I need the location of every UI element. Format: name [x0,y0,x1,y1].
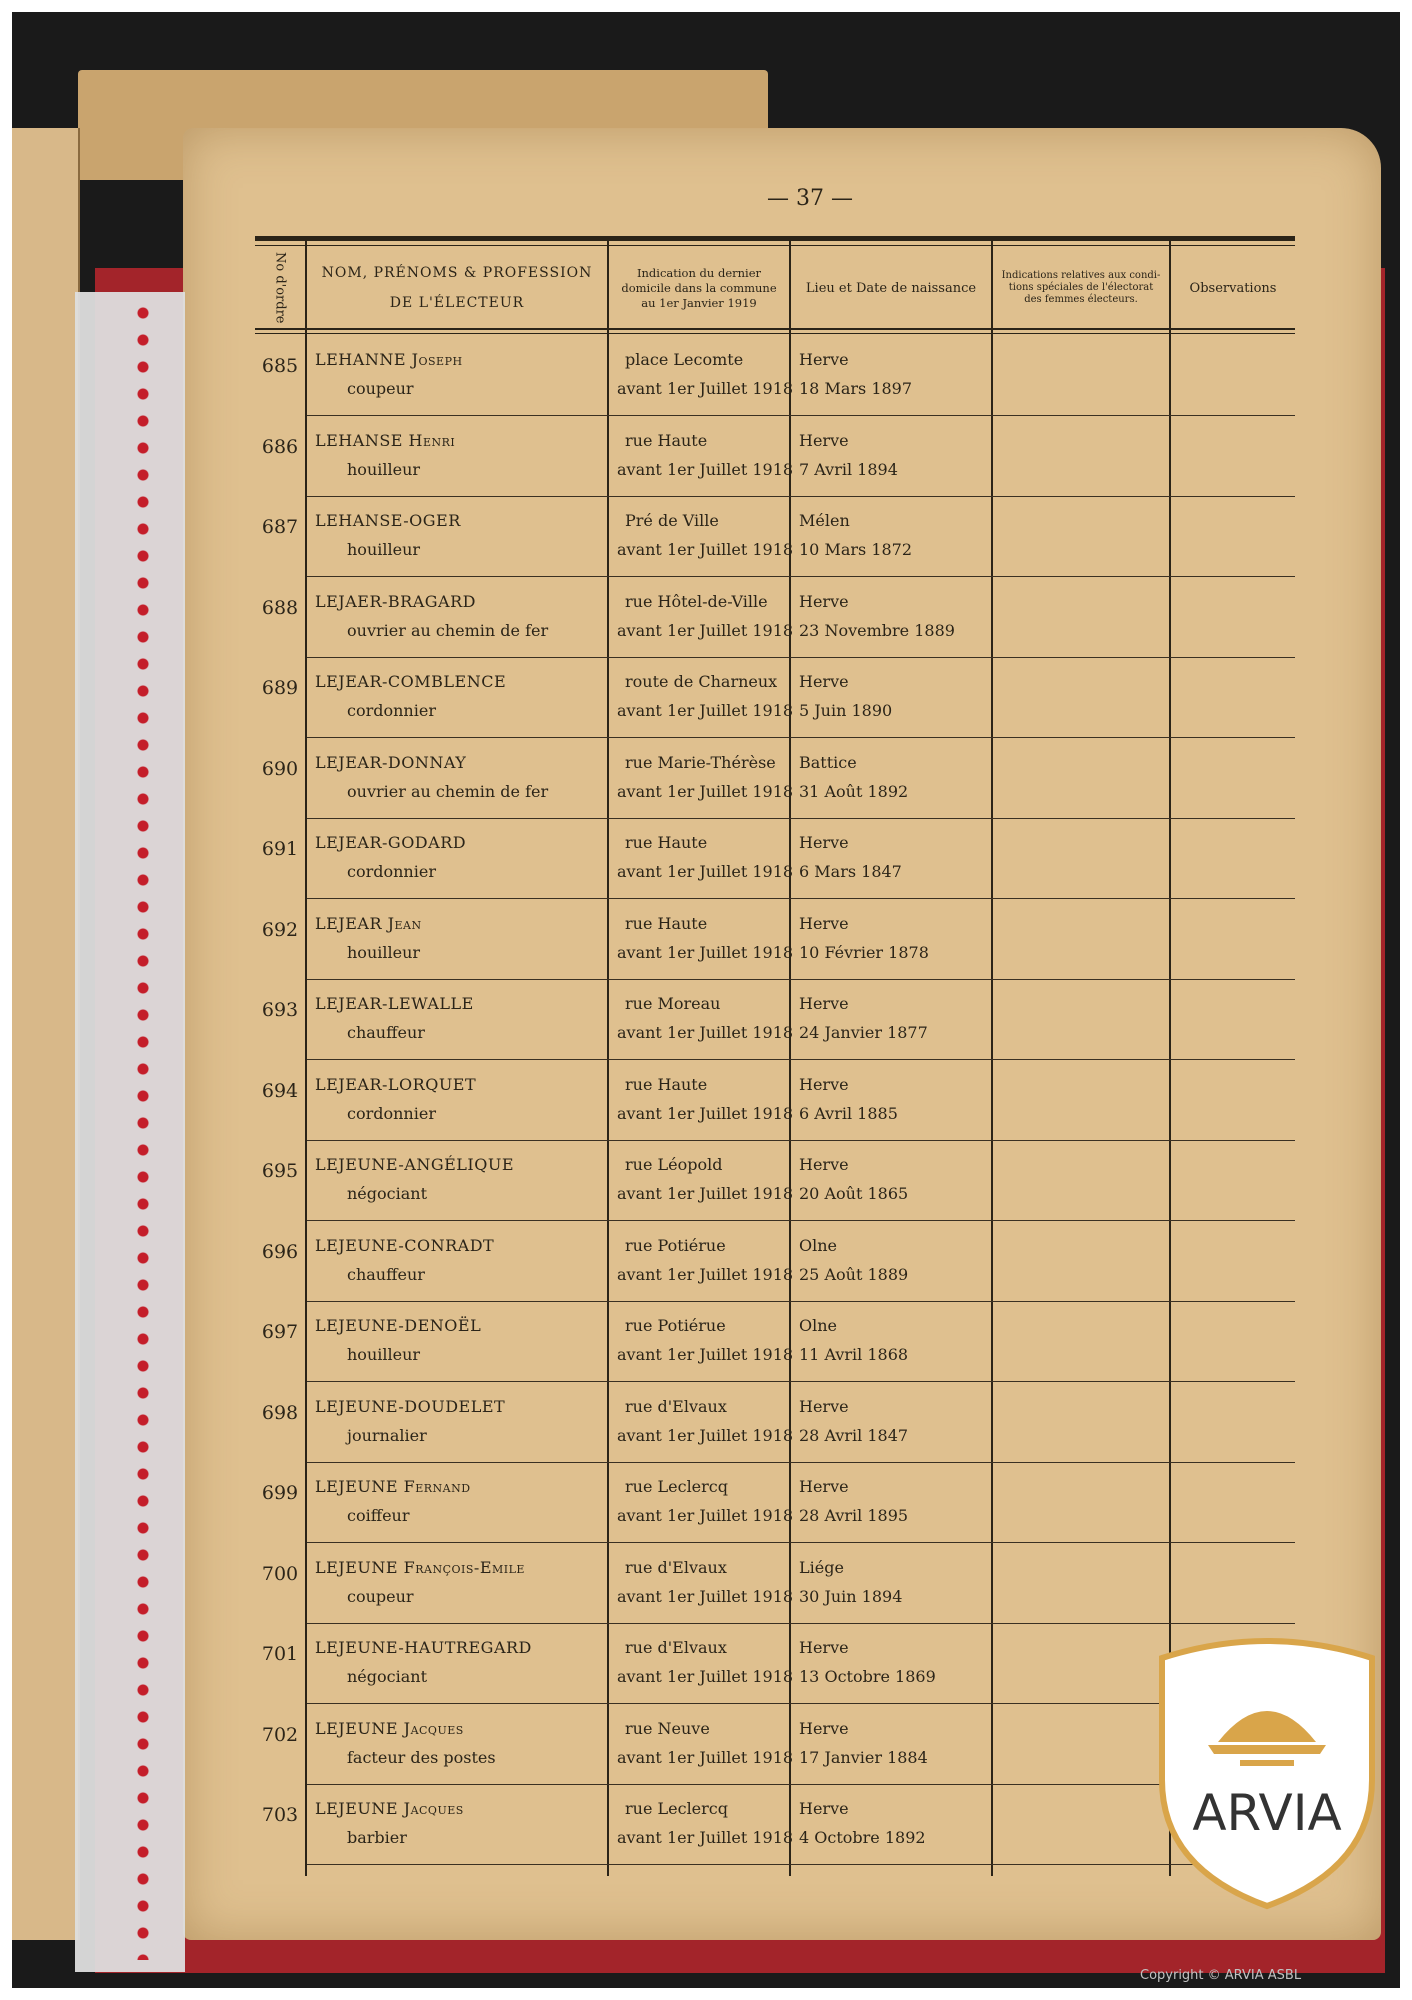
entry-lieu-cell [799,426,898,484]
entry-number: 701 [261,1643,299,1665]
entry-domicile-cell [617,1553,793,1611]
entry-profession: chauffeur [347,1023,425,1042]
logo-text: ARVIA [1192,1784,1342,1842]
entry-date: 5 Juin 1890 [799,701,893,720]
table-row [255,336,1295,416]
entry-name-cell [315,1553,525,1611]
entry-domicile-cell [617,1311,793,1369]
entry-name: LEJEAR-COMBLENCE [315,672,507,691]
table-row [255,1302,1295,1382]
entry-lieu-cell [799,1070,898,1128]
entry-name-cell [315,1794,464,1852]
entry-lieu-cell [799,909,929,967]
row-separator [307,1864,1295,1865]
entry-date: 28 Avril 1895 [799,1506,909,1525]
entry-date: 4 Octobre 1892 [799,1828,926,1847]
entry-lieu-cell [799,1794,926,1852]
table-row [255,739,1295,819]
entry-name-cell [315,1472,471,1530]
top-rule [255,236,1295,241]
entry-domicile-cell [617,1472,793,1530]
entry-domicile-cell [617,989,793,1047]
header-thin-rule [255,333,1295,334]
entry-avant: avant 1er Juillet 1918 [617,1425,794,1445]
entry-domicile-cell [617,1150,793,1208]
entry-number: 691 [261,838,299,860]
entry-domicile: rue d'Elvaux [625,1396,727,1416]
entry-domicile-cell [617,1231,793,1289]
entry-domicile: rue Leclercq [625,1799,728,1818]
entry-date: 24 Janvier 1877 [799,1023,928,1042]
entry-lieu-cell [799,345,912,403]
entry-name: LEHANNE Joseph [315,350,463,369]
entry-avant: avant 1er Juillet 1918 [617,1828,794,1847]
entry-name: LEJEUNE-ANGÉLIQUE [315,1155,515,1174]
entry-profession: barbier [347,1828,407,1847]
entry-date: 17 Janvier 1884 [799,1747,928,1767]
entry-number: 689 [261,677,299,699]
entry-name: LEJEUNE-DENOËL [315,1316,482,1335]
entry-name: LEJEUNE Fernand [315,1477,471,1496]
entry-name: LEJEUNE-DOUDELET [315,1396,506,1416]
entry-lieu: Olne [799,1316,838,1335]
entry-domicile-cell [617,1392,793,1450]
entry-profession: cordonnier [347,1103,436,1123]
entry-name-cell [315,748,548,806]
entry-avant: avant 1er Juillet 1918 [617,1667,794,1686]
entry-date: 30 Juin 1894 [799,1586,903,1606]
entry-name-cell [315,1392,505,1450]
entry-date: 7 Avril 1894 [799,459,898,479]
entry-number: 696 [261,1240,299,1263]
entry-lieu: Herve [799,1799,849,1818]
plastic-sleeve [75,292,185,1972]
entry-lieu: Herve [799,1718,849,1738]
table-row [255,497,1295,577]
header-no-ordre: No d'ordre [272,252,288,324]
copyright-watermark: Copyright © ARVIA ASBL [1140,1968,1302,1983]
entry-profession: chauffeur [347,1264,425,1284]
entry-lieu: Herve [799,430,849,450]
entry-profession: négociant [347,1184,427,1203]
entry-profession: coupeur [347,379,414,398]
entry-avant: avant 1er Juillet 1918 [617,1184,794,1203]
entry-date: 20 Août 1865 [799,1184,909,1203]
entry-lieu-cell [799,667,892,725]
entry-date: 10 Février 1878 [799,942,929,962]
entry-lieu-cell [799,1714,928,1772]
entry-lieu-cell [799,1150,908,1208]
entry-date: 6 Avril 1885 [799,1103,898,1123]
entry-number: 688 [261,596,299,619]
entry-lieu-cell [799,1392,908,1450]
entry-date: 10 Mars 1872 [799,540,913,559]
entry-lieu: Herve [799,1074,849,1094]
entry-number: 690 [261,757,299,780]
header-observations: Observations [1189,280,1277,296]
entry-lieu: Herve [799,994,849,1013]
entry-lieu: Herve [799,913,849,933]
entry-lieu-cell [799,1553,902,1611]
elector-register [255,236,1295,1876]
entry-name: LEJEAR Jean [315,913,422,933]
entry-number: 695 [261,1160,299,1182]
entry-name: LEJEAR-GODARD [315,833,467,852]
entry-lieu-cell [799,1472,908,1530]
entry-profession: ouvrier au chemin de fer [347,781,549,801]
entry-profession: coiffeur [347,1506,410,1525]
entry-name-cell [315,1231,494,1289]
entry-profession: facteur des postes [347,1747,496,1767]
entry-name: LEJEAR-DONNAY [315,752,467,772]
entry-domicile: place Lecomte [625,350,744,369]
entry-number: 700 [261,1562,299,1585]
table-row [255,417,1295,497]
entry-date: 28 Avril 1847 [799,1425,909,1445]
entry-avant: avant 1er Juillet 1918 [617,701,794,720]
entry-domicile-cell [617,426,793,484]
entry-name-cell [315,587,548,645]
entry-domicile-cell [617,345,793,403]
entry-profession: houilleur [347,942,421,962]
entry-name-cell [315,989,474,1047]
entry-domicile: rue Haute [625,833,708,852]
entry-lieu: Herve [799,1155,849,1174]
entry-avant: avant 1er Juillet 1918 [617,1506,794,1525]
entry-avant: avant 1er Juillet 1918 [617,459,794,479]
entry-lieu: Herve [799,1396,849,1416]
entry-avant: avant 1er Juillet 1918 [617,862,794,881]
entry-lieu: Herve [799,672,849,691]
entry-number: 702 [261,1723,299,1746]
entry-name-cell [315,1714,496,1772]
table-row [255,1705,1295,1785]
entry-name-cell [315,1070,476,1128]
entry-lieu-cell [799,1633,936,1691]
entry-name: LEJEUNE-CONRADT [315,1235,495,1255]
entry-lieu: Herve [799,1477,849,1496]
entry-number: 686 [261,435,299,458]
entry-name-cell [315,1633,532,1691]
header-lieu-date: Lieu et Date de naissance [805,280,977,296]
entry-lieu: Herve [799,1638,849,1657]
entry-domicile-cell [617,828,793,886]
table-row [255,1383,1295,1463]
entry-avant: avant 1er Juillet 1918 [617,942,794,962]
entry-number: 699 [261,1482,299,1504]
entry-avant: avant 1er Juillet 1918 [617,1747,794,1767]
entry-lieu-cell [799,587,955,645]
table-row [255,578,1295,658]
entry-profession: houilleur [347,540,421,559]
entry-domicile: rue d'Elvaux [625,1557,727,1577]
entry-name-cell [315,345,463,403]
entry-domicile-cell [617,506,793,564]
entry-profession: négociant [347,1667,427,1686]
entry-date: 11 Avril 1868 [799,1345,909,1364]
entry-lieu-cell [799,506,912,564]
entry-domicile: rue Hôtel-de-Ville [625,591,768,611]
entry-name: LEHANSE Henri [315,430,456,450]
entry-lieu: Olne [799,1235,838,1255]
table-row [255,658,1295,738]
entry-domicile-cell [617,1714,793,1772]
entry-profession: ouvrier au chemin de fer [347,620,549,640]
entry-domicile: rue Marie-Thérèse [625,752,776,772]
entry-date: 23 Novembre 1889 [799,620,955,640]
entry-avant: avant 1er Juillet 1918 [617,1103,794,1123]
entry-domicile: rue Potiérue [625,1316,726,1335]
entry-domicile: rue Potiérue [625,1235,726,1255]
entry-date: 13 Octobre 1869 [799,1667,936,1686]
entry-domicile: rue Leclercq [625,1477,728,1496]
table-row [255,1141,1295,1221]
entry-lieu-cell [799,1231,908,1289]
entry-name-cell [315,828,466,886]
top-thin-rule [255,245,1295,246]
entry-domicile: rue d'Elvaux [625,1638,727,1657]
header-indications: Indications relatives aux condi- tions spéciales de l'électorat des femmes électeurs. [1001,270,1161,305]
entry-domicile-cell [617,1794,793,1852]
table-row [255,1463,1295,1543]
entry-name: LEJEUNE-HAUTREGARD [315,1638,532,1657]
entry-domicile: rue Haute [625,1074,708,1094]
entry-number: 703 [261,1804,299,1826]
entry-number: 693 [261,999,299,1021]
table-row [255,1544,1295,1624]
entry-lieu: Battice [799,752,857,772]
entry-name-cell [315,426,455,484]
entry-avant: avant 1er Juillet 1918 [617,620,794,640]
entry-name: LEJEAR-LEWALLE [315,994,474,1013]
table-row [255,1222,1295,1302]
entry-avant: avant 1er Juillet 1918 [617,1023,794,1042]
entry-domicile: route de Charneux [625,672,778,691]
entry-lieu: Mélen [799,511,850,530]
entry-domicile-cell [617,909,793,967]
table-row [255,980,1295,1060]
entry-lieu-cell [799,748,908,806]
entry-domicile: rue Haute [625,913,708,933]
entry-avant: avant 1er Juillet 1918 [617,379,794,398]
left-page-edge [12,128,80,1940]
entry-name: LEJEUNE François-Emile [315,1557,525,1577]
entry-number: 694 [261,1079,299,1102]
entry-name: LEJEAR-LORQUET [315,1074,477,1094]
entry-lieu-cell [799,828,902,886]
entry-date: 18 Mars 1897 [799,379,913,398]
entry-name: LEJEUNE Jacques [315,1799,464,1818]
entry-avant: avant 1er Juillet 1918 [617,540,794,559]
entry-number: 685 [261,355,299,377]
entry-profession: coupeur [347,1586,414,1606]
entry-avant: avant 1er Juillet 1918 [617,1264,794,1284]
entry-lieu: Herve [799,350,849,369]
entry-lieu: Herve [799,591,849,611]
entry-name-cell [315,1150,514,1208]
entry-profession: journalier [347,1425,427,1445]
header-rule [255,328,1295,330]
table-row [255,819,1295,899]
entry-lieu-cell [799,989,928,1047]
entry-avant: avant 1er Juillet 1918 [617,781,794,801]
entry-profession: houilleur [347,1345,421,1364]
entry-number: 698 [261,1401,299,1424]
entry-avant: avant 1er Juillet 1918 [617,1586,794,1606]
entry-avant: avant 1er Juillet 1918 [617,1345,794,1364]
entry-number: 687 [261,516,299,538]
entry-date: 31 Août 1892 [799,781,909,801]
entry-number: 697 [261,1321,299,1343]
table-row [255,1624,1295,1704]
entry-name: LEJEUNE Jacques [315,1718,464,1738]
binder-holes [135,305,151,1960]
entry-name: LEHANSE-OGER [315,511,461,530]
entry-lieu: Liége [799,1557,844,1577]
entry-domicile: rue Léopold [625,1155,723,1174]
entry-domicile: Pré de Ville [625,511,719,530]
entry-number: 692 [261,918,299,941]
entry-profession: cordonnier [347,862,436,881]
entry-domicile: rue Haute [625,430,708,450]
entry-date: 25 Août 1889 [799,1264,909,1284]
entry-domicile-cell [617,1633,793,1691]
entry-date: 6 Mars 1847 [799,862,902,881]
entry-name-cell [315,667,506,725]
entry-domicile-cell [617,667,793,725]
entry-name-cell [315,506,461,564]
entry-name: LEJAER-BRAGARD [315,591,476,611]
entry-domicile-cell [617,748,793,806]
table-row [255,900,1295,980]
table-row [255,1785,1295,1865]
page-number: — 37 — [767,186,853,211]
entry-name-cell [315,909,422,967]
entry-lieu-cell [799,1311,908,1369]
table-row [255,1061,1295,1141]
header-name: NOM, PRÉNOMS & PROFESSION DE L'ÉLECTEUR [321,265,593,311]
arvia-logo [1148,1630,1386,1910]
entry-domicile-cell [617,587,793,645]
entry-domicile-cell [617,1070,793,1128]
entry-lieu: Herve [799,833,849,852]
entry-domicile: rue Moreau [625,994,721,1013]
entry-name-cell [315,1311,481,1369]
entry-profession: houilleur [347,459,421,479]
entry-domicile: rue Neuve [625,1718,710,1738]
entry-profession: cordonnier [347,701,436,720]
header-domicile: Indication du dernier domicile dans la commune au 1er Janvier 1919 [621,265,777,310]
